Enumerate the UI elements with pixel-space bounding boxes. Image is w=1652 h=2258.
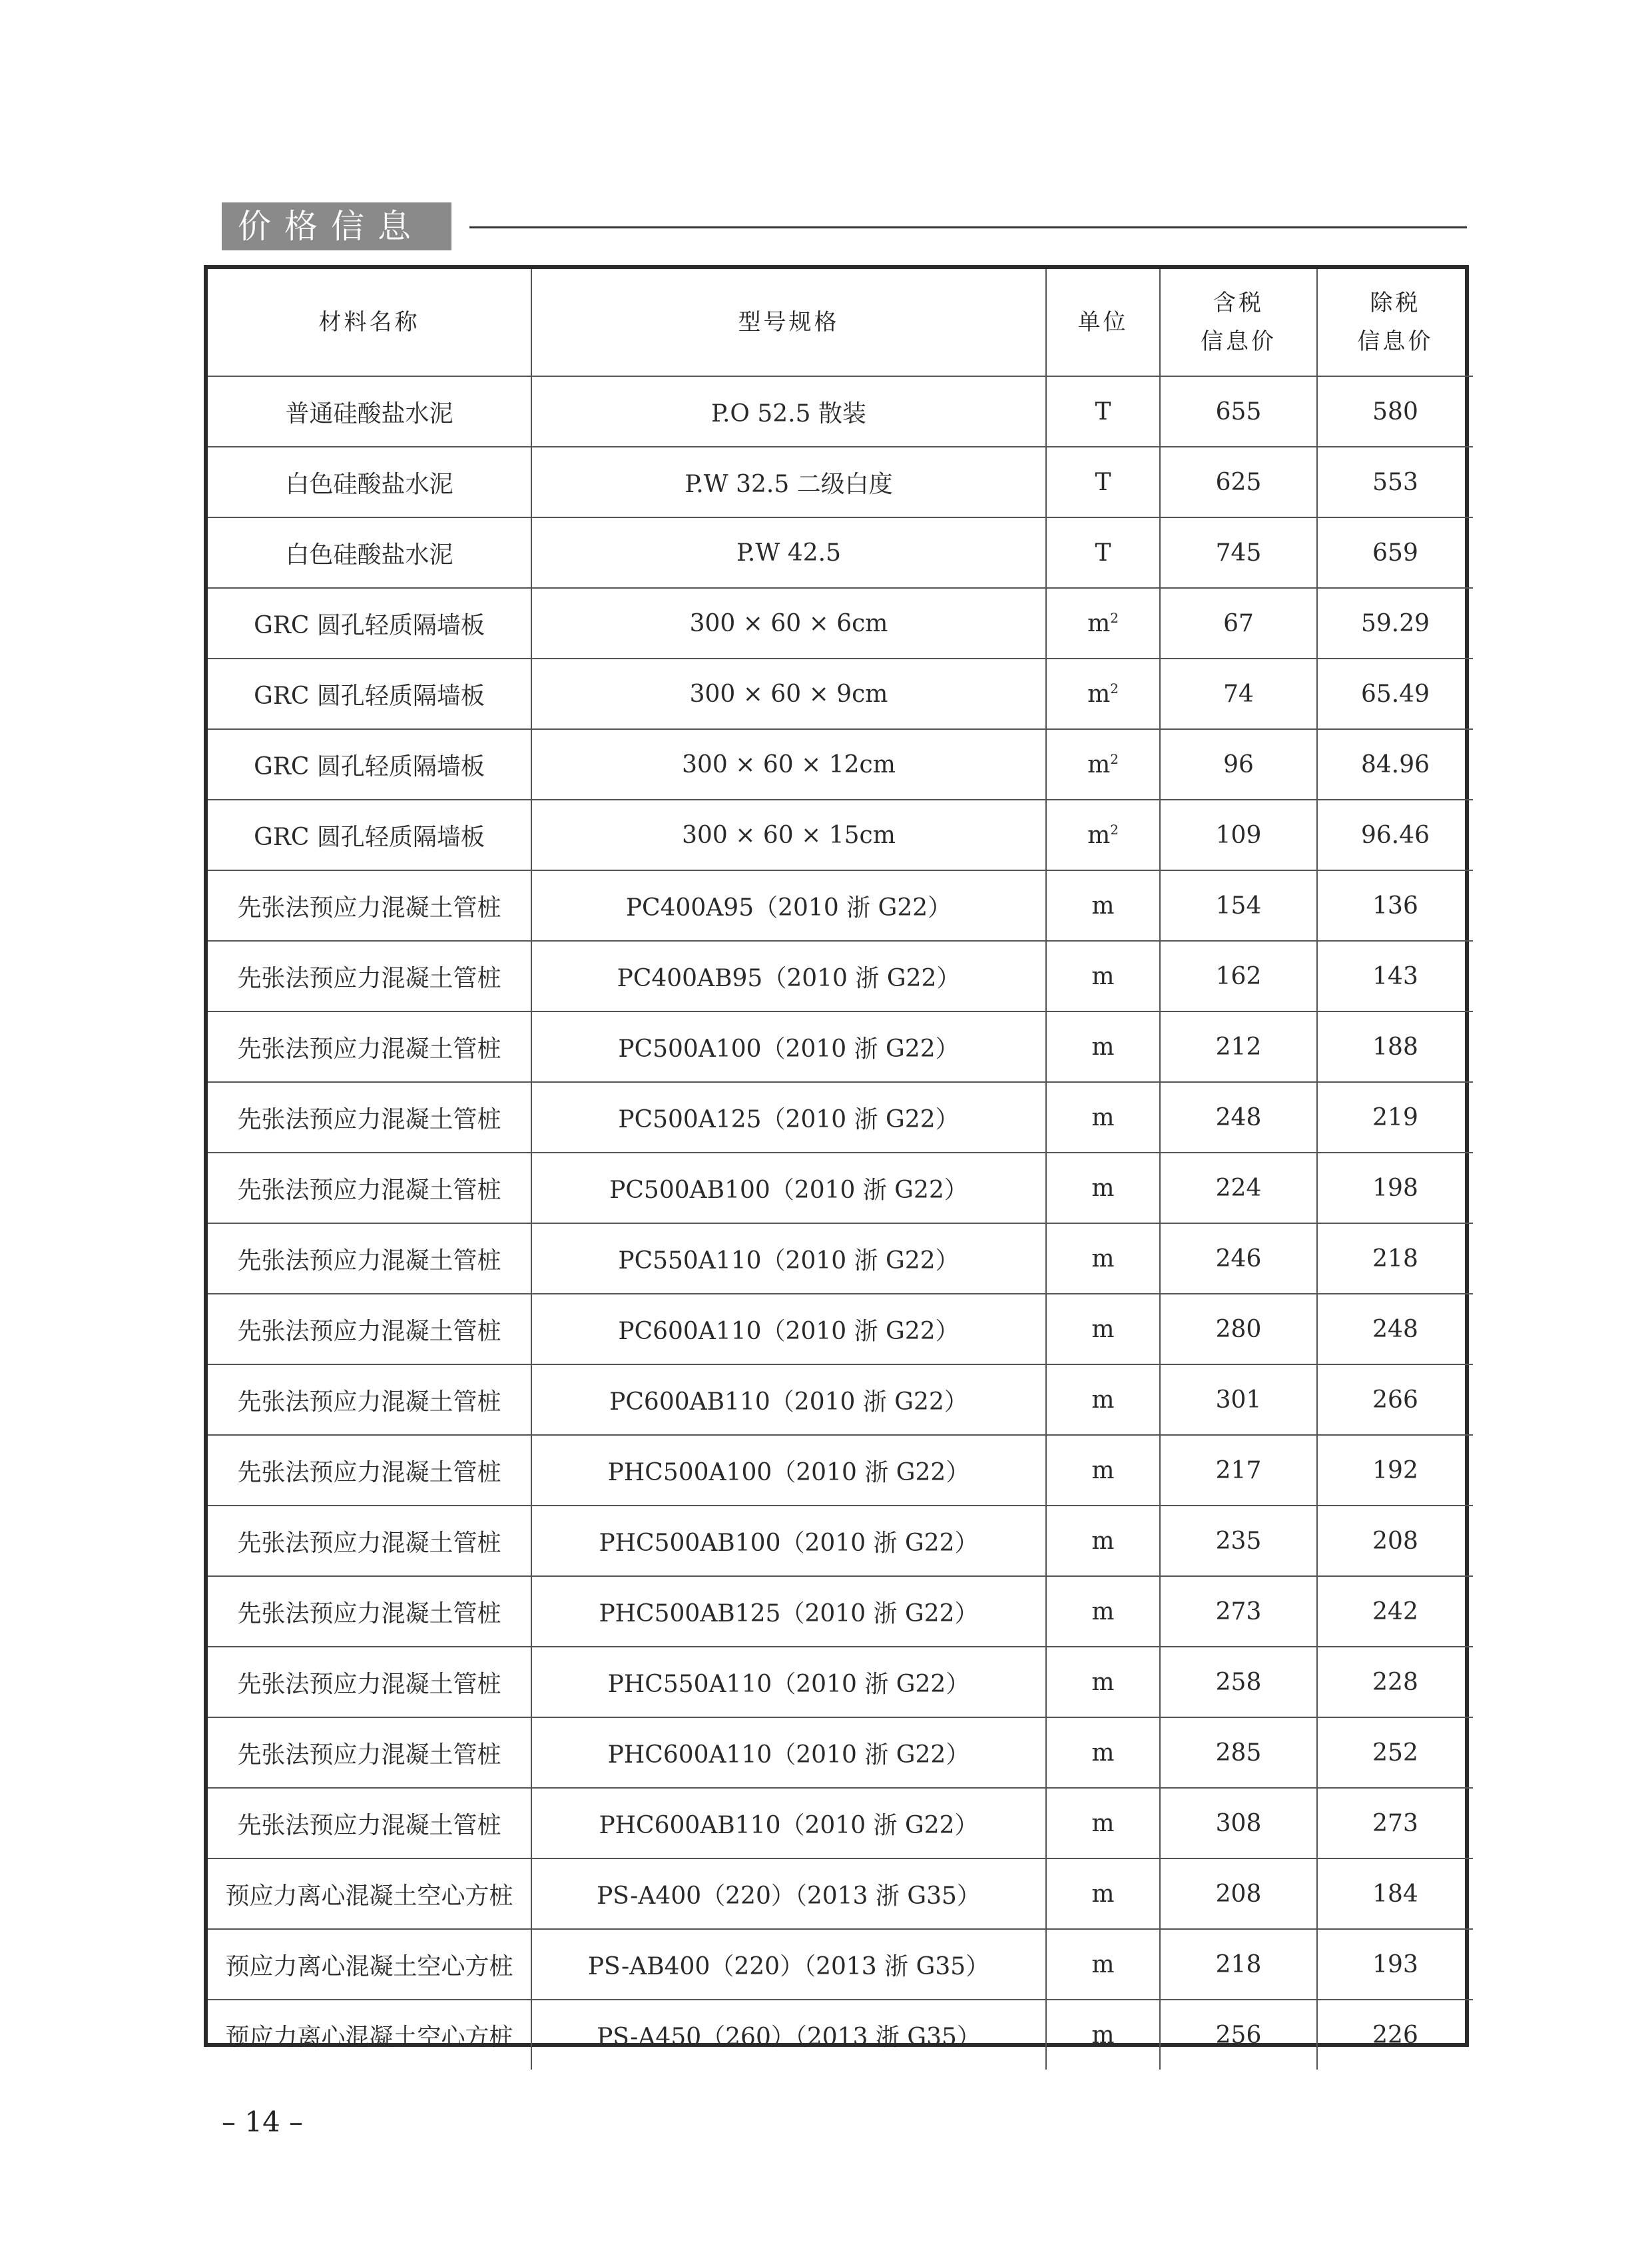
price-table-frame bbox=[204, 265, 1469, 2051]
table-row bbox=[208, 1506, 1473, 1576]
unit-text: m bbox=[1091, 1950, 1115, 1978]
price-notax-cell: 188 bbox=[1317, 1011, 1473, 1082]
price-notax-cell: 266 bbox=[1317, 1364, 1473, 1435]
price-tax-cell: 625 bbox=[1160, 447, 1317, 517]
header-rule bbox=[469, 226, 1467, 228]
spec-cell: P.O 52.5 散装 bbox=[531, 376, 1046, 447]
table-row bbox=[208, 1082, 1473, 1153]
material-name-cell: 先张法预应力混凝土管桩 bbox=[208, 1011, 531, 1082]
column-header-price-tax bbox=[1160, 269, 1317, 376]
spec-cell: PC550A110（2010 浙 G22） bbox=[531, 1223, 1046, 1294]
column-header-line: 单位 bbox=[1077, 309, 1129, 336]
unit-cell bbox=[1046, 1576, 1160, 1647]
table-row bbox=[208, 659, 1473, 729]
unit-cell bbox=[1046, 1364, 1160, 1435]
spec-cell: PC600A110（2010 浙 G22） bbox=[531, 1294, 1046, 1364]
spec-cell: 300 × 60 × 15cm bbox=[531, 800, 1046, 870]
unit-cell bbox=[1046, 2000, 1160, 2070]
material-name-cell: GRC 圆孔轻质隔墙板 bbox=[208, 588, 531, 659]
table-body bbox=[208, 376, 1473, 2070]
unit-cell bbox=[1046, 659, 1160, 729]
material-name-cell: 白色硅酸盐水泥 bbox=[208, 517, 531, 588]
table-row bbox=[208, 1788, 1473, 1858]
material-name-cell: 先张法预应力混凝土管桩 bbox=[208, 1576, 531, 1647]
price-tax-cell: 212 bbox=[1160, 1011, 1317, 1082]
table-header-row bbox=[208, 269, 1473, 376]
spec-cell: 300 × 60 × 6cm bbox=[531, 588, 1046, 659]
price-notax-cell: 59.29 bbox=[1317, 588, 1473, 659]
price-tax-cell: 109 bbox=[1160, 800, 1317, 870]
column-header-line: 材料名称 bbox=[318, 309, 420, 336]
material-name-cell: GRC 圆孔轻质隔墙板 bbox=[208, 659, 531, 729]
page-header bbox=[222, 202, 1467, 250]
material-name-cell: 先张法预应力混凝土管桩 bbox=[208, 1506, 531, 1576]
unit-cell bbox=[1046, 1858, 1160, 1929]
table-row bbox=[208, 800, 1473, 870]
unit-superscript: 2 bbox=[1110, 609, 1119, 626]
material-name-cell: 先张法预应力混凝土管桩 bbox=[208, 1294, 531, 1364]
unit-cell bbox=[1046, 800, 1160, 870]
price-notax-cell: 228 bbox=[1317, 1647, 1473, 1717]
column-header-line: 信息价 bbox=[1357, 328, 1434, 355]
price-tax-cell: 285 bbox=[1160, 1717, 1317, 1788]
price-tax-cell: 74 bbox=[1160, 659, 1317, 729]
unit-text: m bbox=[1091, 892, 1115, 920]
unit-cell bbox=[1046, 1647, 1160, 1717]
table-row bbox=[208, 1929, 1473, 2000]
table-row bbox=[208, 1858, 1473, 1929]
table-row bbox=[208, 1647, 1473, 1717]
unit-text: m bbox=[1091, 1739, 1115, 1767]
price-notax-cell: 208 bbox=[1317, 1506, 1473, 1576]
material-name-cell: 先张法预应力混凝土管桩 bbox=[208, 1223, 531, 1294]
material-name-cell: 预应力离心混凝土空心方桩 bbox=[208, 1858, 531, 1929]
spec-cell: PHC550A110（2010 浙 G22） bbox=[531, 1647, 1046, 1717]
material-name-cell: 先张法预应力混凝土管桩 bbox=[208, 1364, 531, 1435]
unit-superscript: 2 bbox=[1110, 680, 1119, 697]
price-tax-cell: 218 bbox=[1160, 1929, 1317, 2000]
price-notax-cell: 84.96 bbox=[1317, 729, 1473, 800]
unit-text: m bbox=[1091, 1103, 1115, 1131]
price-notax-cell: 252 bbox=[1317, 1717, 1473, 1788]
column-header-spec bbox=[531, 269, 1046, 376]
unit-cell bbox=[1046, 376, 1160, 447]
unit-cell bbox=[1046, 1929, 1160, 2000]
table-row bbox=[208, 1364, 1473, 1435]
unit-cell bbox=[1046, 588, 1160, 659]
column-header-material-name bbox=[208, 269, 531, 376]
unit-cell bbox=[1046, 941, 1160, 1011]
unit-cell bbox=[1046, 1223, 1160, 1294]
unit-cell bbox=[1046, 1082, 1160, 1153]
unit-superscript: 2 bbox=[1110, 821, 1119, 838]
table-row bbox=[208, 1011, 1473, 1082]
table-row bbox=[208, 729, 1473, 800]
unit-text: T bbox=[1095, 539, 1111, 567]
spec-cell: PHC500AB125（2010 浙 G22） bbox=[531, 1576, 1046, 1647]
spec-cell: P.W 42.5 bbox=[531, 517, 1046, 588]
price-tax-cell: 224 bbox=[1160, 1153, 1317, 1223]
price-tax-cell: 308 bbox=[1160, 1788, 1317, 1858]
unit-text: m bbox=[1091, 2021, 1115, 2049]
spec-cell: PC400A95（2010 浙 G22） bbox=[531, 870, 1046, 941]
table-row bbox=[208, 517, 1473, 588]
price-tax-cell: 162 bbox=[1160, 941, 1317, 1011]
unit-text: m bbox=[1091, 962, 1115, 990]
column-header-line: 信息价 bbox=[1201, 328, 1276, 355]
table-row bbox=[208, 1435, 1473, 1506]
spec-cell: PC500AB100（2010 浙 G22） bbox=[531, 1153, 1046, 1223]
column-header-price-notax bbox=[1317, 269, 1473, 376]
price-tax-cell: 154 bbox=[1160, 870, 1317, 941]
price-notax-cell: 248 bbox=[1317, 1294, 1473, 1364]
price-notax-cell: 553 bbox=[1317, 447, 1473, 517]
unit-text: T bbox=[1095, 468, 1111, 496]
price-notax-cell: 273 bbox=[1317, 1788, 1473, 1858]
table-row bbox=[208, 376, 1473, 447]
price-tax-cell: 301 bbox=[1160, 1364, 1317, 1435]
unit-text: m bbox=[1091, 1668, 1115, 1696]
unit-text: m bbox=[1091, 1174, 1115, 1202]
table-row bbox=[208, 1576, 1473, 1647]
spec-cell: PS-A450（260）（2013 浙 G35） bbox=[531, 2000, 1046, 2070]
table-row bbox=[208, 1153, 1473, 1223]
section-title: 价格信息 bbox=[222, 202, 451, 250]
price-notax-cell: 219 bbox=[1317, 1082, 1473, 1153]
table-row bbox=[208, 2000, 1473, 2070]
table-row bbox=[208, 588, 1473, 659]
unit-cell bbox=[1046, 729, 1160, 800]
unit-cell bbox=[1046, 1435, 1160, 1506]
price-tax-cell: 96 bbox=[1160, 729, 1317, 800]
unit-text: m bbox=[1091, 1527, 1115, 1555]
material-name-cell: 先张法预应力混凝土管桩 bbox=[208, 1717, 531, 1788]
unit-cell bbox=[1046, 1717, 1160, 1788]
unit-text: m bbox=[1087, 750, 1111, 778]
material-name-cell: 先张法预应力混凝土管桩 bbox=[208, 1647, 531, 1717]
material-name-cell: 先张法预应力混凝土管桩 bbox=[208, 870, 531, 941]
material-name-cell: 先张法预应力混凝土管桩 bbox=[208, 941, 531, 1011]
column-header-line: 型号规格 bbox=[738, 309, 840, 336]
price-notax-cell: 242 bbox=[1317, 1576, 1473, 1647]
unit-text: T bbox=[1095, 398, 1111, 425]
price-tax-cell: 280 bbox=[1160, 1294, 1317, 1364]
unit-text: m bbox=[1091, 1033, 1115, 1061]
spec-cell: PS-AB400（220）（2013 浙 G35） bbox=[531, 1929, 1046, 2000]
unit-text: m bbox=[1091, 1809, 1115, 1837]
spec-cell: PC500A125（2010 浙 G22） bbox=[531, 1082, 1046, 1153]
spec-cell: P.W 32.5 二级白度 bbox=[531, 447, 1046, 517]
unit-cell bbox=[1046, 870, 1160, 941]
price-tax-cell: 235 bbox=[1160, 1506, 1317, 1576]
unit-cell bbox=[1046, 517, 1160, 588]
unit-superscript: 2 bbox=[1110, 750, 1119, 767]
price-notax-cell: 192 bbox=[1317, 1435, 1473, 1506]
unit-text: m bbox=[1091, 1880, 1115, 1908]
material-name-cell: 先张法预应力混凝土管桩 bbox=[208, 1082, 531, 1153]
price-tax-cell: 246 bbox=[1160, 1223, 1317, 1294]
unit-text: m bbox=[1091, 1386, 1115, 1414]
price-notax-cell: 136 bbox=[1317, 870, 1473, 941]
unit-cell bbox=[1046, 1506, 1160, 1576]
price-notax-cell: 218 bbox=[1317, 1223, 1473, 1294]
unit-text: m bbox=[1087, 680, 1111, 708]
spec-cell: PS-A400（220）（2013 浙 G35） bbox=[531, 1858, 1046, 1929]
price-tax-cell: 745 bbox=[1160, 517, 1317, 588]
price-tax-cell: 273 bbox=[1160, 1576, 1317, 1647]
price-tax-cell: 67 bbox=[1160, 588, 1317, 659]
unit-cell bbox=[1046, 1788, 1160, 1858]
price-table bbox=[208, 269, 1473, 2070]
unit-text: m bbox=[1087, 821, 1111, 849]
material-name-cell: 普通硅酸盐水泥 bbox=[208, 376, 531, 447]
unit-text: m bbox=[1091, 1245, 1115, 1272]
column-header-line: 除税 bbox=[1370, 290, 1421, 316]
price-notax-cell: 226 bbox=[1317, 2000, 1473, 2070]
table-row bbox=[208, 870, 1473, 941]
table-row bbox=[208, 447, 1473, 517]
unit-text: m bbox=[1091, 1456, 1115, 1484]
spec-cell: PC500A100（2010 浙 G22） bbox=[531, 1011, 1046, 1082]
unit-cell bbox=[1046, 1011, 1160, 1082]
material-name-cell: 白色硅酸盐水泥 bbox=[208, 447, 531, 517]
unit-cell bbox=[1046, 1153, 1160, 1223]
table-row bbox=[208, 1294, 1473, 1364]
table-row bbox=[208, 1717, 1473, 1788]
spec-cell: PHC600A110（2010 浙 G22） bbox=[531, 1717, 1046, 1788]
price-tax-cell: 217 bbox=[1160, 1435, 1317, 1506]
material-name-cell: 先张法预应力混凝土管桩 bbox=[208, 1153, 531, 1223]
spec-cell: 300 × 60 × 12cm bbox=[531, 729, 1046, 800]
price-notax-cell: 193 bbox=[1317, 1929, 1473, 2000]
spec-cell: PHC500A100（2010 浙 G22） bbox=[531, 1435, 1046, 1506]
spec-cell: 300 × 60 × 9cm bbox=[531, 659, 1046, 729]
unit-cell bbox=[1046, 1294, 1160, 1364]
price-tax-cell: 258 bbox=[1160, 1647, 1317, 1717]
column-header-line: 含税 bbox=[1213, 290, 1264, 316]
spec-cell: PHC500AB100（2010 浙 G22） bbox=[531, 1506, 1046, 1576]
material-name-cell: 先张法预应力混凝土管桩 bbox=[208, 1788, 531, 1858]
price-notax-cell: 96.46 bbox=[1317, 800, 1473, 870]
material-name-cell: 预应力离心混凝土空心方桩 bbox=[208, 1929, 531, 2000]
price-notax-cell: 65.49 bbox=[1317, 659, 1473, 729]
table-row bbox=[208, 941, 1473, 1011]
price-notax-cell: 184 bbox=[1317, 1858, 1473, 1929]
price-tax-cell: 248 bbox=[1160, 1082, 1317, 1153]
price-tax-cell: 655 bbox=[1160, 376, 1317, 447]
price-notax-cell: 580 bbox=[1317, 376, 1473, 447]
price-notax-cell: 143 bbox=[1317, 941, 1473, 1011]
material-name-cell: GRC 圆孔轻质隔墙板 bbox=[208, 729, 531, 800]
price-notax-cell: 198 bbox=[1317, 1153, 1473, 1223]
spec-cell: PHC600AB110（2010 浙 G22） bbox=[531, 1788, 1046, 1858]
spec-cell: PC600AB110（2010 浙 G22） bbox=[531, 1364, 1046, 1435]
material-name-cell: 先张法预应力混凝土管桩 bbox=[208, 1435, 531, 1506]
column-header-unit bbox=[1046, 269, 1160, 376]
unit-cell bbox=[1046, 447, 1160, 517]
price-notax-cell: 659 bbox=[1317, 517, 1473, 588]
spec-cell: PC400AB95（2010 浙 G22） bbox=[531, 941, 1046, 1011]
price-tax-cell: 208 bbox=[1160, 1858, 1317, 1929]
material-name-cell: 预应力离心混凝土空心方桩 bbox=[208, 2000, 531, 2070]
unit-text: m bbox=[1091, 1597, 1115, 1625]
page-number: – 14 – bbox=[222, 2106, 304, 2138]
table-row bbox=[208, 1223, 1473, 1294]
unit-text: m bbox=[1087, 609, 1111, 637]
price-tax-cell: 256 bbox=[1160, 2000, 1317, 2070]
unit-text: m bbox=[1091, 1315, 1115, 1343]
material-name-cell: GRC 圆孔轻质隔墙板 bbox=[208, 800, 531, 870]
